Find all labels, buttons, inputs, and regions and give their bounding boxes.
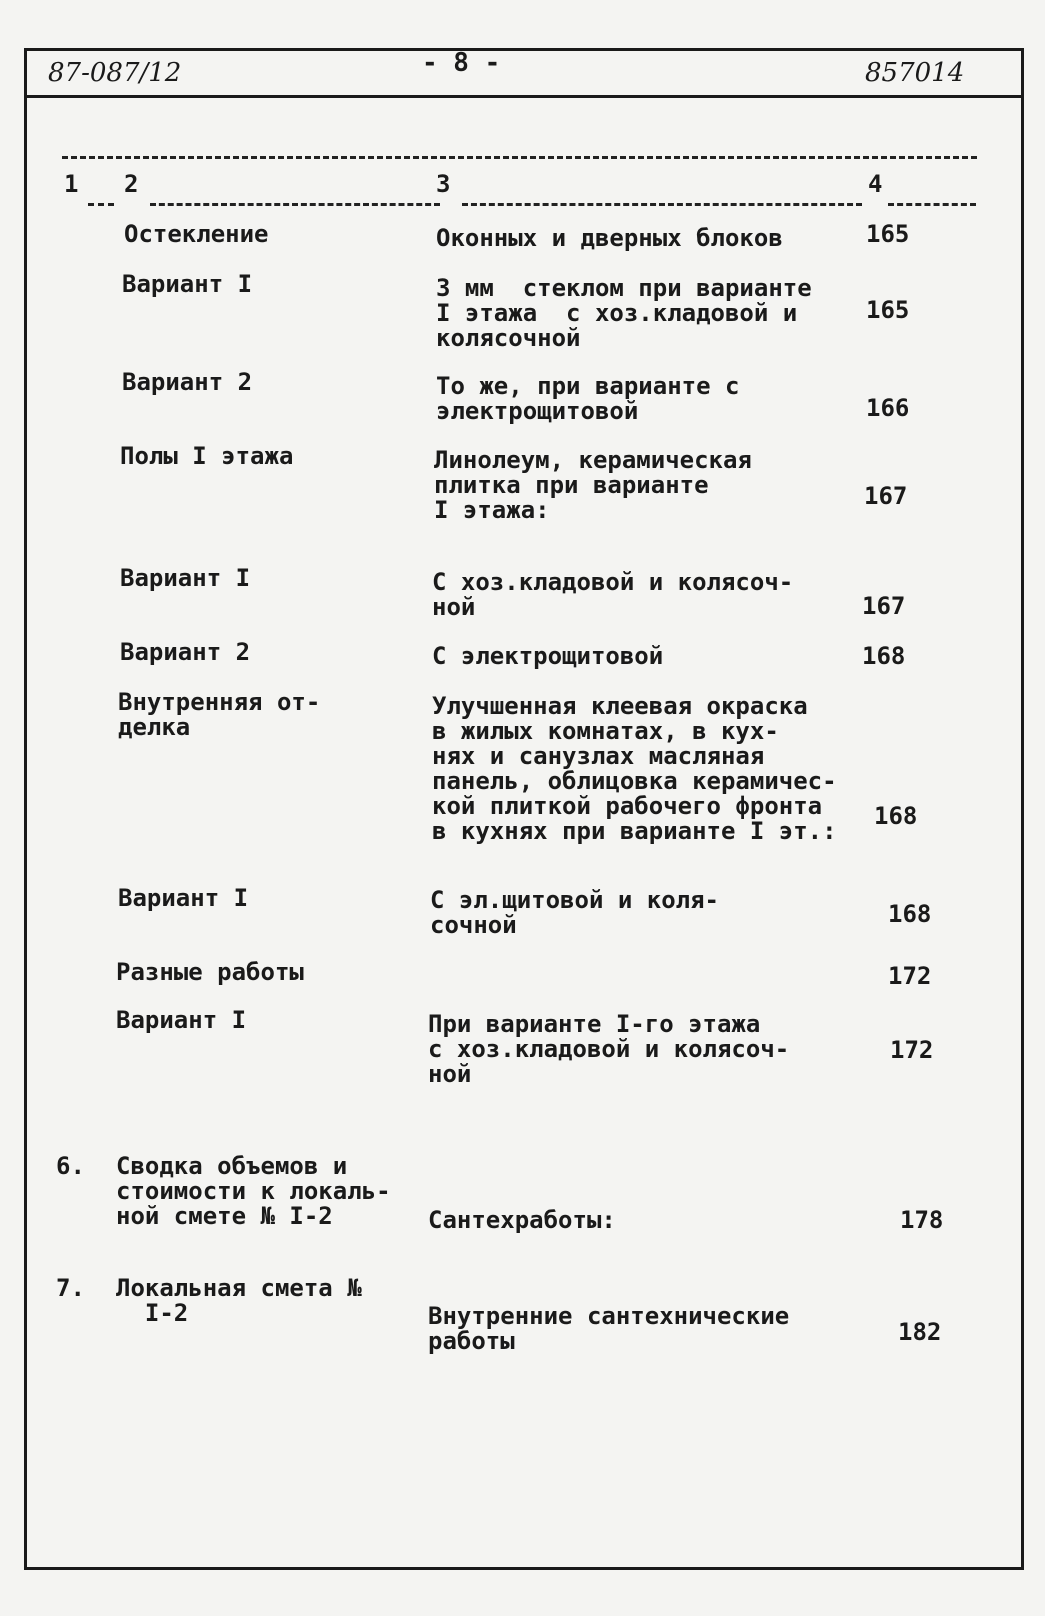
page-number: - 8 -	[422, 48, 501, 78]
row-1-description: Вариант I	[122, 270, 253, 298]
document-code-right: 857014	[865, 58, 965, 88]
row-11-page: 182	[898, 1318, 942, 1346]
row-9-description: Вариант I	[116, 1006, 247, 1034]
row-4-detail: С хоз.кладовой и колясоч- ной	[432, 568, 794, 621]
row-5-description: Вариант 2	[120, 638, 251, 666]
row-3-description: Полы I этажа	[120, 442, 294, 470]
row-0-description: Остекление	[124, 220, 269, 248]
row-5-detail: С электрощитовой	[432, 642, 664, 670]
row-8-description: Разные работы	[116, 958, 304, 986]
row-9-detail: При варианте I-го этажа с хоз.кладовой и колясоч- ной	[428, 1010, 790, 1088]
row-10-number: 6.	[56, 1152, 85, 1180]
row-6-detail: Улучшенная клеевая окраска в жилых комнатах, в кух- нях и санузлах масляная панель, облицовка керамичес- кой плиткой рабочего фронта в кухнях при варианте I эт.:	[432, 692, 837, 845]
row-3-detail: Линолеум, керамическая плитка при варианте I этажа:	[434, 446, 752, 524]
row-2-detail: То же, при варианте с электрощитовой	[436, 372, 740, 425]
row-7-description: Вариант I	[118, 884, 249, 912]
row-8-page: 172	[888, 962, 932, 990]
row-10-detail: Сантехработы:	[428, 1206, 616, 1234]
row-7-page: 168	[888, 900, 932, 928]
column-header-dashes-2	[462, 203, 862, 206]
row-6-page: 168	[874, 802, 918, 830]
column-header-dashes-0	[88, 203, 114, 206]
row-11-description: Локальная смета № I-2	[116, 1274, 362, 1327]
header-rule	[24, 95, 1024, 98]
row-9-page: 172	[890, 1036, 934, 1064]
row-11-detail: Внутренние сантехнические работы	[428, 1302, 790, 1355]
row-6-description: Внутренняя от- делка	[118, 688, 321, 741]
column-header-1: 1	[64, 170, 79, 198]
document-code-left: 87-087/12	[48, 58, 182, 88]
row-7-detail: С эл.щитовой и коля- сочной	[430, 886, 719, 939]
row-10-description: Сводка объемов и стоимости к локаль- ной смете № I-2	[116, 1152, 391, 1230]
table-top-dashes	[62, 156, 977, 159]
column-header-dashes-3	[888, 203, 976, 206]
column-header-3: 3	[436, 170, 451, 198]
row-5-page: 168	[862, 642, 906, 670]
row-1-detail: 3 мм стеклом при варианте I этажа с хоз.кладовой и колясочной	[436, 274, 812, 352]
row-2-page: 166	[866, 394, 910, 422]
row-2-description: Вариант 2	[122, 368, 253, 396]
column-header-2: 2	[124, 170, 139, 198]
row-4-page: 167	[862, 592, 906, 620]
row-0-page: 165	[866, 220, 910, 248]
column-header-dashes-1	[150, 203, 440, 206]
row-1-page: 165	[866, 296, 910, 324]
row-0-detail: Оконных и дверных блоков	[436, 224, 783, 252]
row-3-page: 167	[864, 482, 908, 510]
row-4-description: Вариант I	[120, 564, 251, 592]
row-11-number: 7.	[56, 1274, 85, 1302]
row-10-page: 178	[900, 1206, 944, 1234]
column-header-4: 4	[868, 170, 883, 198]
